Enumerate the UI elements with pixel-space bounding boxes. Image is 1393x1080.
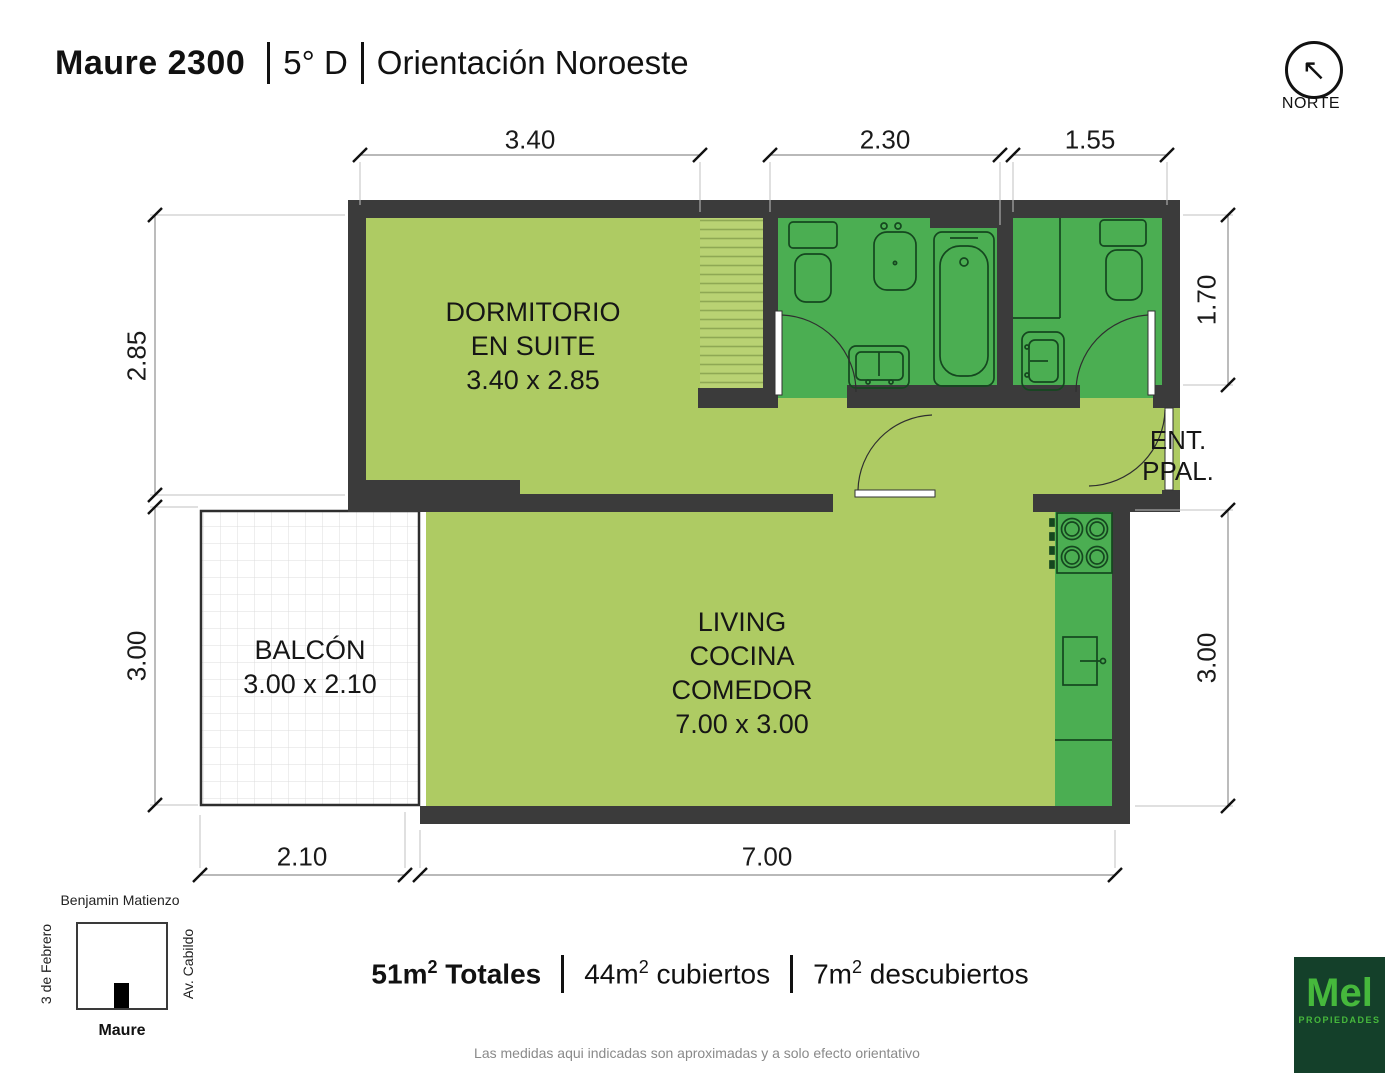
closet-area [700,218,763,388]
dim-top-2: 2.30 [859,124,911,155]
summary-separator [561,955,564,993]
title-unit: 5° D [283,44,348,81]
title-address: Maure 2300 [55,43,246,82]
dormitorio-size: 3.40 x 2.85 [466,365,600,395]
total-area [371,957,541,990]
title-orientation: Orientación Noroeste [376,44,689,81]
logo-subtitle: PROPIEDADES [1298,1015,1381,1025]
uncovered-area-sup: 2 [852,957,863,978]
dormitorio-line1: DORMITORIO [445,297,621,327]
total-area-sup: 2 [427,957,438,978]
north-arrow-icon [1285,41,1343,99]
dim-bottom-2: 7.00 [741,841,793,872]
agency-logo [1294,957,1385,1073]
covered-area-label: cubiertos [648,958,771,990]
uncovered-area-label: descubiertos [862,958,1029,990]
entrada-line1: ENT. [1149,425,1207,455]
total-area-value: 51m [371,958,428,990]
title-separator [267,42,270,84]
window-strip [420,512,426,806]
living-line1: LIVING [697,607,787,637]
dim-top-1: 3.40 [504,124,556,155]
dim-right-2: 3.00 [1191,632,1222,684]
map-street-bottom: Maure [98,1022,146,1039]
page-title [55,42,689,84]
dim-top-3: 1.55 [1064,124,1116,155]
summary-separator [790,955,793,993]
dim-right-1: 1.70 [1191,274,1222,326]
north-label: NORTE [1281,95,1341,112]
bathroom-1-floor [778,218,930,398]
covered-area-value: 44m [584,958,639,990]
map-street-right: Av. Cabildo [180,928,196,1000]
uncovered-area [813,957,1028,990]
balcon-line1: BALCÓN [254,635,366,665]
location-map [76,922,168,1010]
living-line3: COMEDOR [671,675,813,705]
room-label-living [672,605,813,741]
covered-area [584,957,770,990]
living-size: 7.00 x 3.00 [675,709,809,739]
room-label-balcon [243,633,377,701]
total-area-label: Totales [437,958,542,990]
balcon-size: 3.00 x 2.10 [243,669,377,699]
entrada-line2: PPAL. [1142,456,1214,486]
dormitorio-line2: EN SUITE [470,331,596,361]
map-street-left: 3 de Febrero [38,923,54,1005]
room-label-dormitorio [446,295,621,397]
map-building-marker [114,983,129,1008]
map-block-outline [76,922,168,1010]
title-separator [361,42,364,84]
map-street-top: Benjamin Matienzo [60,892,180,908]
northwest-arrow-glyph: ↖ [1301,53,1327,87]
room-label-entrada [1142,425,1214,487]
living-line2: COCINA [689,641,795,671]
covered-area-sup: 2 [638,957,649,978]
uncovered-area-value: 7m [813,958,853,990]
bathroom-2-floor [1013,218,1162,398]
disclaimer-text: Las medidas aqui indicadas son aproximadas y a solo efecto orientativo [474,1045,920,1061]
logo-name: Mel [1306,971,1373,1015]
dim-left-1: 2.85 [121,330,152,382]
dim-bottom-1: 2.10 [276,841,328,872]
area-summary [330,955,1070,993]
dim-left-2: 3.00 [121,630,152,682]
